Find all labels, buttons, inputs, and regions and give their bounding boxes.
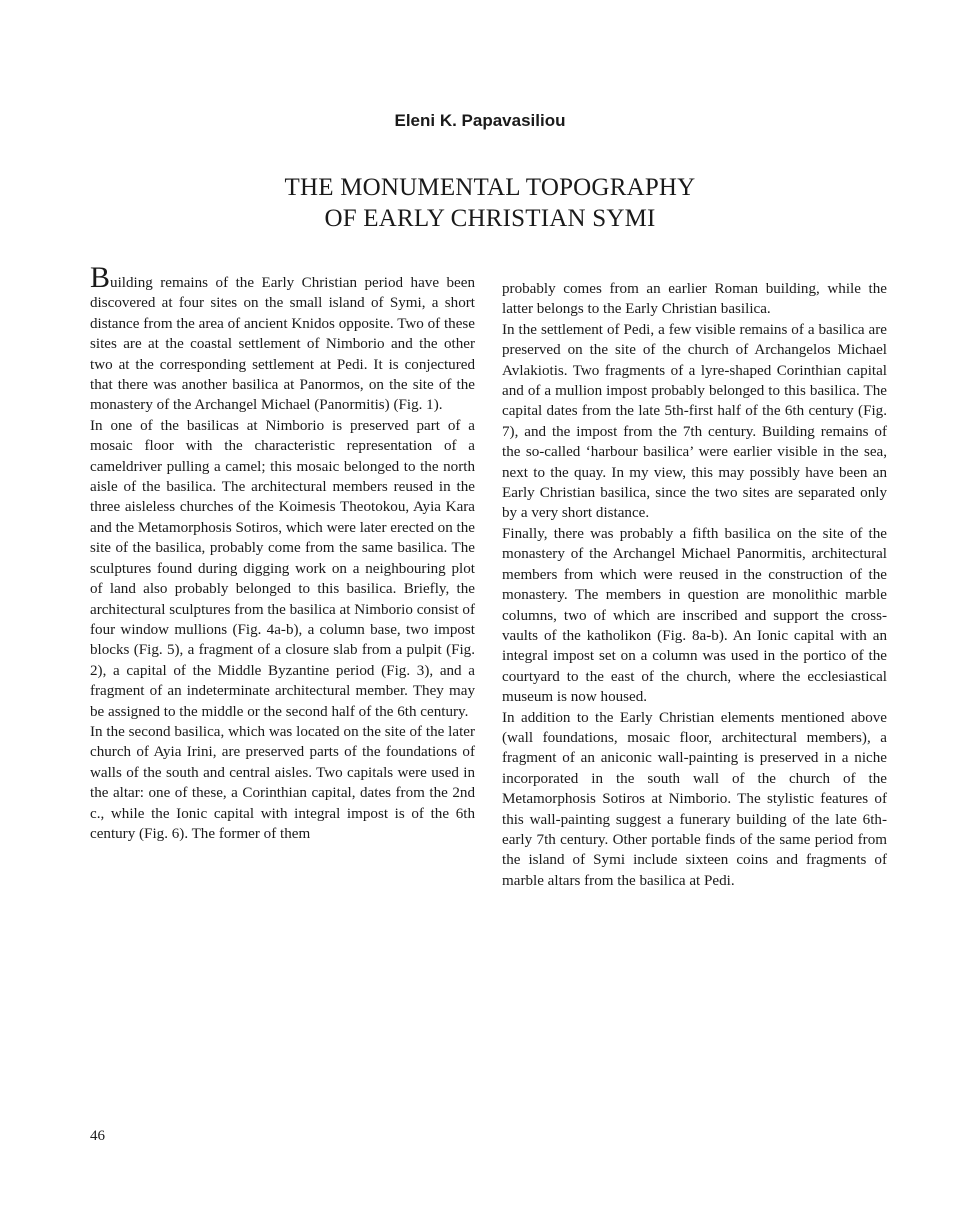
paragraph-intro-text: uilding remains of the Early Christian period have been discovered at four sites on the small island of Symi, a short distance from the area of ancient Knidos opposite. Two of these sites are at the coastal settlement of Nimborio and the other two at the corresponding settlement at Pedi. It is conjectured that there was another basilica at Panormos, on the site of the monastery of the Archangel Michael (Panormitis) (Fig. 1). xyxy=(90,275,475,414)
title-line-2: OF EARLY CHRISTIAN SYMI xyxy=(324,205,656,232)
left-column xyxy=(90,261,475,844)
paragraph-continuation: probably comes from an earlier Roman building, while the latter belongs to the Early Christian basilica. xyxy=(502,281,887,318)
page-number: 46 xyxy=(90,1128,105,1144)
author-name: Eleni K. Papavasiliou xyxy=(394,111,566,130)
title-line-1: THE MONUMENTAL TOPOGRAPHY xyxy=(284,174,696,201)
paragraph-intro xyxy=(90,261,475,416)
paragraph-panormitis: Finally, there was probably a fifth basilica on the site of the monastery of the Archangel Michael Panormitis, architectural members from which were reused in the construction of the monastery. The members in question are monolithic marble columns, two of which are inscribed and support the cross-vaults of the katholikon (Fig. 8a-b). An Ionic capital with an integral impost set on a column was used in the portico of the courtyard to the east of the church, where the ecclesiastical museum is now housed. xyxy=(502,525,887,706)
article-title xyxy=(0,172,960,234)
drop-cap: B xyxy=(90,261,111,294)
paragraph-nimborio: In one of the basilicas at Nimborio is preserved part of a mosaic floor with the characteristic representation of a cameldriver pulling a camel; this mosaic belonged to the north aisle of the basilica. The architectural members reused in the three aisleless churches of the Koimesis Theotokou, Ayia Kara and the Metamorphosis Sotiros, which were later erected on the site of the basilica, probably come from the same basilica. The sculptures found during digging work on a neighbouring plot of land also probably belonged to this basilica. Briefly, the architectural sculptures from the basilica at Nimborio consist of four window mullions (Fig. 4a-b), a column base, two impost blocks (Fig. 5), a fragment of a closure slab from a pulpit (Fig. 2), a capital of the Middle Byzantine period (Fig. 3), and a fragment of an indeterminate architectural member. They may be assigned to the middle or the second half of the 6th century. xyxy=(90,417,475,720)
paragraph-pedi: In the settlement of Pedi, a few visible remains of a basilica are preserved on the site of the church of Archangelos Michael Avlakiotis. Two fragments of a lyre-shaped Corinthian capital and of a mullion impost probably belonged to this basilica. The capital dates from the late 5th-first half of the 6th century (Fig. 7), and the impost from the 7th century. Building remains of the so-called ‘harbour basilica’ were earlier visible in the sea, next to the quay. In my view, this may possibly have been an Early Christian basilica, since the two sites are separated only by a very short distance. xyxy=(502,321,887,522)
paragraph-second-basilica: In the second basilica, which was located on the site of the later church of Ayia Irini, are preserved parts of the foundations of walls of the south and central aisles. Two capitals were used in the altar: one of these, a Corinthian capital, dates from the 2nd c., while the Ionic capital with integral impost is of the 6th century (Fig. 6). The former of them xyxy=(90,723,475,842)
right-column xyxy=(502,279,887,891)
paragraph-other-finds: In addition to the Early Christian elements mentioned above (wall foundations, mosaic floor, architectural members), a fragment of an aniconic wall-painting is preserved in a niche incorporated in the south wall of the church of the Metamorphosis Sotiros at Nimborio. The stylistic features of this wall-painting suggest a funerary building of the late 6th-early 7th century. Other portable finds of the same period from the island of Symi include sixteen coins and fragments of marble altars from the basilica at Pedi. xyxy=(502,709,887,889)
